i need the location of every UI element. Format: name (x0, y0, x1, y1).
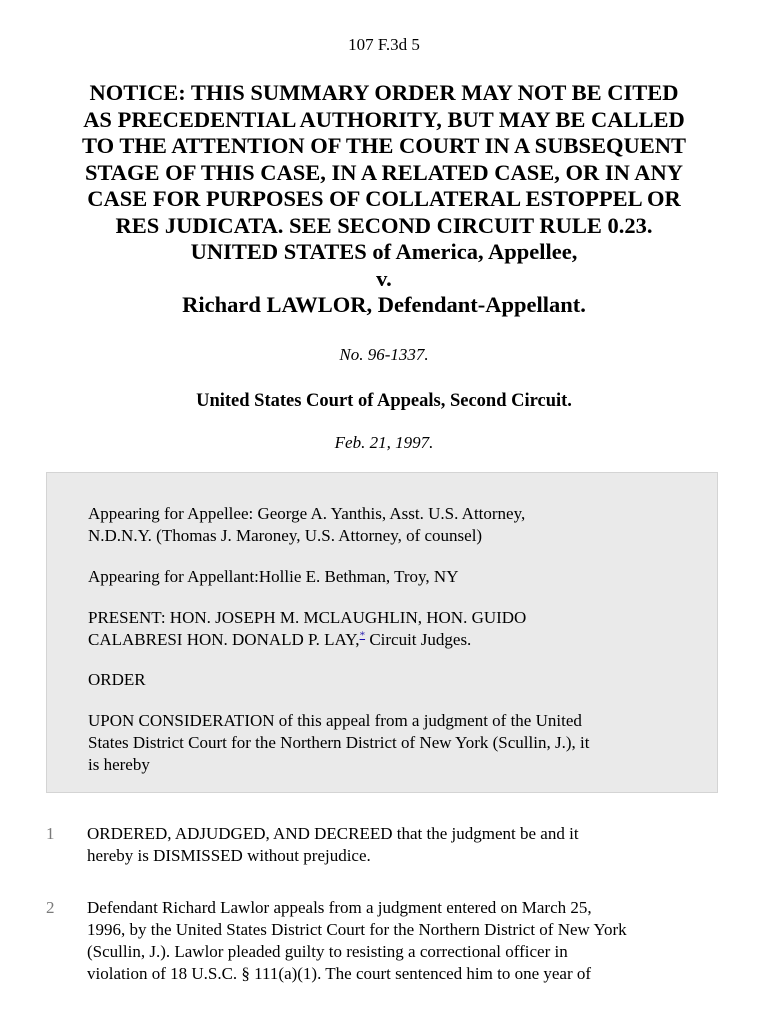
paragraph-line: ORDERED, ADJUDGED, AND DECREED that the judgment be and it (87, 824, 579, 843)
party-appellant: Richard LAWLOR, Defendant-Appellant. (182, 292, 586, 317)
notice-line: AS PRECEDENTIAL AUTHORITY, BUT MAY BE CALLED (83, 106, 685, 132)
panel-line-suffix: Circuit Judges. (365, 630, 472, 649)
appellee-counsel-line: Appearing for Appellee: George A. Yanthis, Asst. U.S. Attorney, (88, 504, 526, 523)
appellant-counsel: Appearing for Appellant:Hollie E. Bethman, Troy, NY (88, 567, 459, 586)
docket-number: No. 96-1337. (339, 345, 429, 364)
paragraph-line: hereby is DISMISSED without prejudice. (87, 846, 371, 865)
consideration-line: States District Court for the Northern District of New York (Scullin, J.), it (88, 733, 590, 752)
panel-line: CALABRESI HON. DONALD P. LAY, (88, 630, 360, 649)
notice-line: RES JUDICATA. SEE SECOND CIRCUIT RULE 0.23. (115, 212, 653, 238)
footnote-link[interactable]: * (359, 629, 366, 642)
paragraph-line: violation of 18 U.S.C. § 111(a)(1). The court sentenced him to one year of (87, 964, 592, 983)
case-citation: 107 F.3d 5 (348, 35, 420, 54)
notice-line: TO THE ATTENTION OF THE COURT IN A SUBSEQUENT (82, 133, 686, 158)
panel-judges (88, 607, 688, 651)
notice-line: NOTICE: THIS SUMMARY ORDER MAY NOT BE CITED (89, 80, 679, 105)
consideration-line: UPON CONSIDERATION of this appeal from a judgment of the United (88, 711, 582, 730)
decision-date: Feb. 21, 1997. (334, 433, 434, 452)
paragraph-line: (Scullin, J.). Lawlor pleaded guilty to resisting a correctional officer in (87, 942, 568, 961)
case-caption (20, 80, 748, 319)
appellee-counsel-line: N.D.N.Y. (Thomas J. Maroney, U.S. Attorney, of counsel) (88, 526, 483, 545)
consideration-text (88, 710, 688, 776)
versus: v. (376, 265, 392, 291)
paragraph-text (87, 823, 727, 867)
consideration-line: is hereby (88, 755, 150, 774)
paragraph-line: 1996, by the United States District Court for the Northern District of New York (87, 920, 627, 939)
panel-line: PRESENT: HON. JOSEPH M. MCLAUGHLIN, HON. GUIDO (88, 608, 527, 627)
preamble-box (46, 472, 718, 793)
paragraph-text (87, 897, 727, 985)
notice-line: CASE FOR PURPOSES OF COLLATERAL ESTOPPEL OR (87, 186, 681, 211)
order-heading: ORDER (88, 670, 146, 689)
notice-line: STAGE OF THIS CASE, IN A RELATED CASE, OR IN ANY (84, 159, 684, 185)
court-name: United States Court of Appeals, Second Circuit. (196, 391, 572, 411)
paragraph-number: 1 (46, 824, 55, 843)
paragraph-line: Defendant Richard Lawlor appeals from a judgment entered on March 25, (87, 898, 592, 917)
paragraph-number: 2 (46, 898, 55, 917)
party-appellee: UNITED STATES of America, Appellee, (190, 239, 578, 264)
appellee-counsel (88, 503, 688, 547)
